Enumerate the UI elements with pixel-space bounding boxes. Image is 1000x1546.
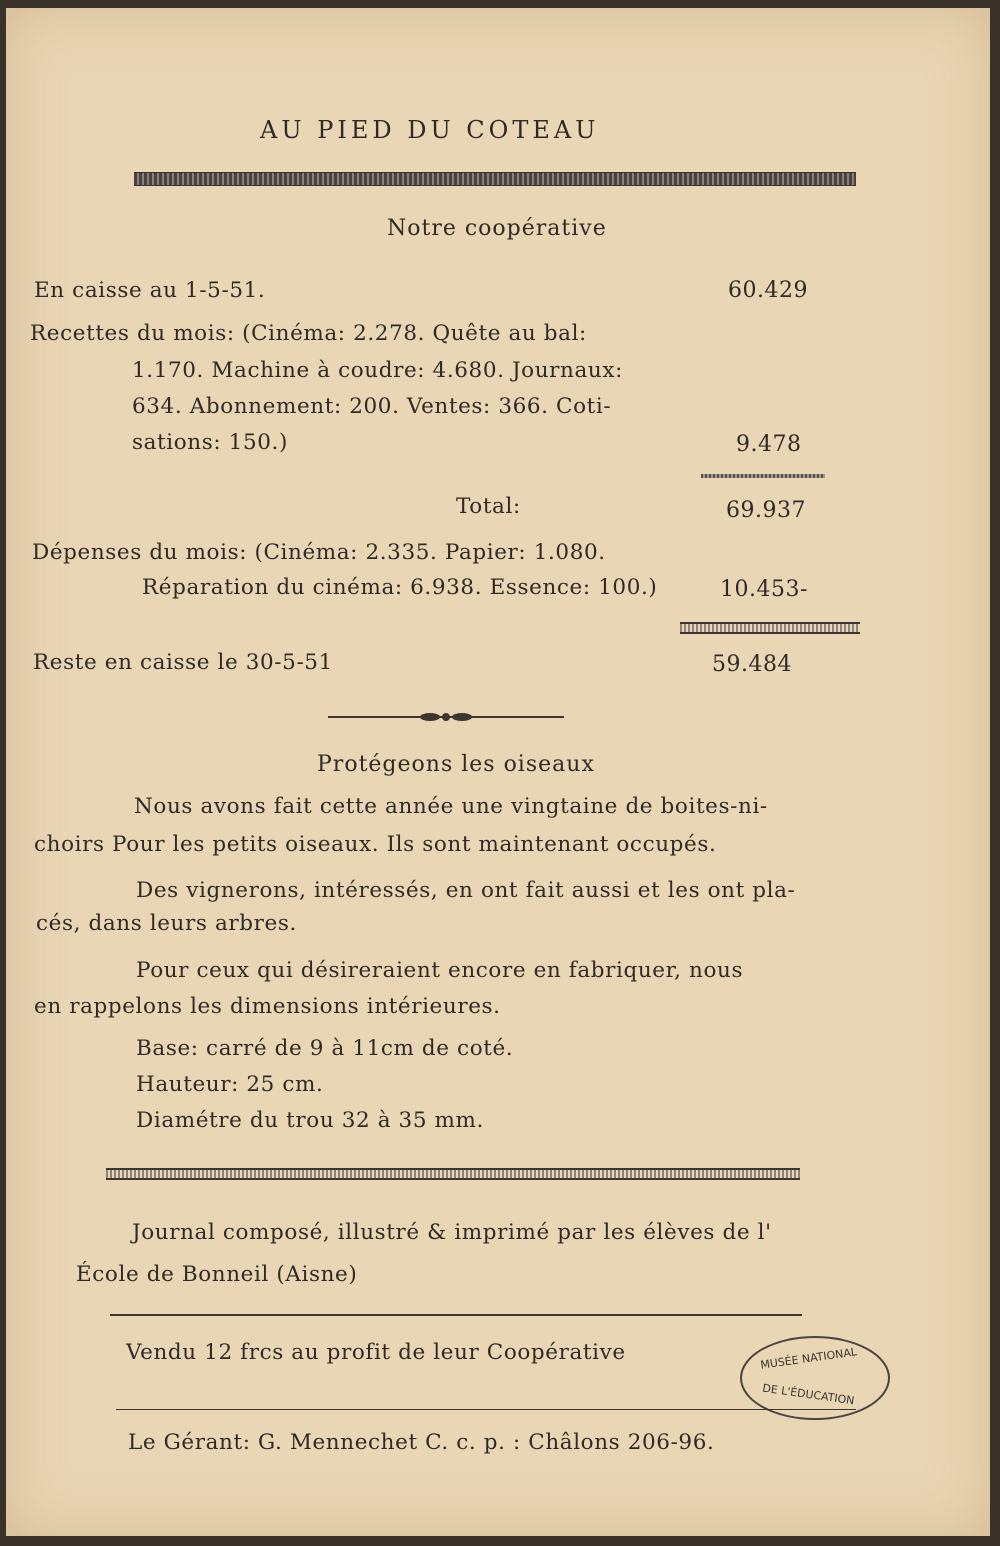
birds-p2-line-2: cés, dans leurs arbres. [36, 911, 297, 936]
footer-rule-2 [116, 1409, 856, 1410]
balance-rule [680, 622, 860, 634]
balance-amount: 59.484 [712, 652, 792, 677]
total-amount: 69.937 [726, 498, 806, 523]
credit-line-1: Journal composé, illustré & imprimé par les élèves de l' [132, 1220, 772, 1245]
subtotal-rule [701, 474, 825, 478]
manager-line: Le Gérant: G. Mennechet C. c. p. : Châlons 206-96. [128, 1430, 715, 1455]
receipts-amount: 9.478 [736, 432, 802, 457]
receipts-line-3: 634. Abonnement: 200. Ventes: 366. Coti- [132, 394, 612, 419]
price-note: Vendu 12 frcs au profit de leur Coopérative [126, 1340, 626, 1365]
receipts-line-4: sations: 150.) [132, 430, 288, 455]
expenses-line-1: Dépenses du mois: (Cinéma: 2.335. Papier: 1.080. [32, 540, 606, 565]
expenses-line-2: Réparation du cinéma: 6.938. Essence: 100.) [142, 575, 658, 600]
newsletter-page [6, 8, 990, 1536]
ornament-divider [326, 708, 566, 726]
dimension-base: Base: carré de 9 à 11cm de coté. [136, 1036, 514, 1061]
dimension-hole: Diamétre du trou 32 à 35 mm. [136, 1108, 484, 1133]
birds-p2-line-1: Des vignerons, intéressés, en ont fait aussi et les ont pla- [136, 878, 796, 903]
credit-line-2: École de Bonneil (Aisne) [76, 1262, 358, 1287]
museum-stamp [740, 1336, 890, 1420]
receipts-line-1: Recettes du mois: (Cinéma: 2.278. Quête au bal: [30, 321, 587, 346]
expenses-amount: 10.453- [720, 577, 808, 602]
stamp-top-text: MUSÉE NATIONAL [759, 1345, 858, 1372]
cooperative-heading: Notre coopérative [387, 216, 607, 241]
balance-label: Reste en caisse le 30-5-51 [33, 650, 333, 675]
birds-p3-line-2: en rappelons les dimensions intérieures. [34, 994, 501, 1019]
section-rule [106, 1168, 800, 1180]
title-rule [134, 172, 856, 186]
birds-p1-line-2: choirs Pour les petits oiseaux. Ils sont maintenant occupés. [34, 832, 717, 857]
birds-p3-line-1: Pour ceux qui désireraient encore en fabriquer, nous [136, 958, 744, 983]
dimension-height: Hauteur: 25 cm. [136, 1072, 324, 1097]
stamp-bottom-text: DE L'ÉDUCATION [761, 1381, 856, 1408]
birds-p1-line-1: Nous avons fait cette année une vingtaine de boites-ni- [134, 794, 768, 819]
total-label: Total: [456, 494, 521, 519]
receipts-line-2: 1.170. Machine à coudre: 4.680. Journaux: [132, 358, 623, 383]
opening-label: En caisse au 1-5-51. [34, 278, 266, 303]
opening-amount: 60.429 [728, 278, 808, 303]
page-title: AU PIED DU COTEAU [260, 116, 600, 144]
footer-rule-1 [110, 1314, 802, 1316]
birds-heading: Protégeons les oiseaux [317, 752, 595, 777]
